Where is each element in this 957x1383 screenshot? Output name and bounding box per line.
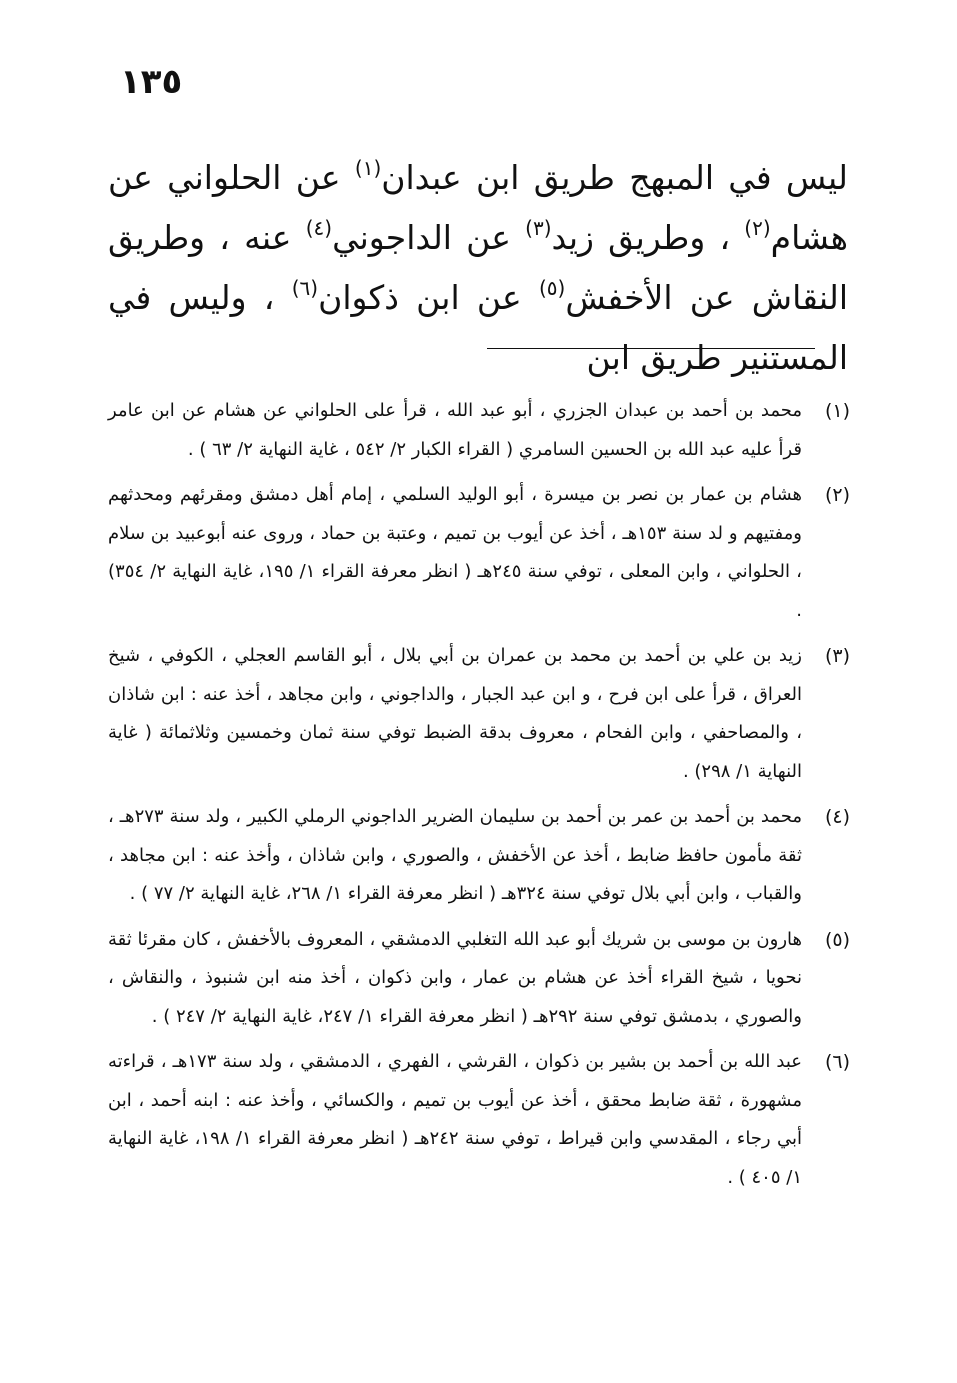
footnotes-section (108, 392, 850, 1204)
footnote-text: هشام بن عمار بن نصر بن ميسرة ، أبو الوليد السلمي ، إمام أهل دمشق ومقرئهم ومحدثهم ومفتيهم و لد سنة ١٥٣هـ ، أخذ عن أيوب بن تميم ، وعتبة بن حماد ، وروى عنه أبوعبيد بن سلام ، الحلواني ، وابن المعلى ، توفي سنة ٢٤٥هـ ( انظر معرفة القراء ١/ ١٩٥، غاية النهاية ٢/ ٣٥٤) . (108, 484, 802, 621)
main-text-paragraph (108, 148, 848, 388)
footnote-marker[interactable]: (٦) (291, 276, 319, 300)
main-text-segment: عن الحلواني عن هشام (108, 158, 848, 257)
footnote-text: زيد بن علي بن أحمد بن محمد بن عمران بن أبي بلال ، أبو القاسم العجلي ، الكوفي ، شيخ العراق ، قرأ على ابن فرح ، و ابن عبد الجبار ، والداجوني ، وابن مجاهد ، أخذ عنه : ابن شاذان ، والمصاحفي ، وابن الفحام ، معروف بدقة الضبط توفي سنة ثمان وخمسين وثلاثمائة ( غاية النهاية ١/ ٢٩٨) . (108, 645, 802, 782)
footnote-marker[interactable]: (٥) (538, 276, 566, 300)
footnote-1 (108, 392, 850, 469)
footnote-marker[interactable]: (٢) (744, 216, 771, 240)
footnote-text: عبد الله بن أحمد بن بشير بن ذكوان ، القرشي ، الفهري ، الدمشقي ، ولد سنة ١٧٣هـ ، قراءته مشهورة ، ثقة ضابط محقق ، أخذ عن أيوب بن تميم ، والكسائي ، وأخذ عنه : ابنه أحمد ، ابن أبي رجاء ، المقدسي وابن قيراط ، توفي سنة ٢٤٢هـ ( انظر معرفة القراء ١/ ١٩٨، غاية النهاية ١/ ٤٠٥ ) . (108, 1051, 803, 1188)
footnote-number: (٢) (824, 484, 850, 506)
footnote-6 (108, 1043, 850, 1197)
main-text-segment: ، وطريق زيد (551, 218, 745, 257)
footnote-number: (١) (824, 400, 850, 422)
footnote-text: هارون بن موسى بن شريك أبو عبد الله التغلبي الدمشقي ، المعروف بالأخفش ، كان مقرئا ثقة نحويا ، شيخ القراء أخذ عن هشام بن عمار ، وابن ذكوان ، أخذ منه ابن شنبوذ ، والنقاش ، والصوري ، بدمشق توفي سنة ٢٩٢هـ ( انظر معرفة القراء ١/ ٢٤٧، غاية النهاية ٢/ ٢٤٧ ) . (108, 928, 802, 1027)
page-number: ١٣٥ (120, 62, 183, 102)
footnote-marker[interactable]: (٤) (305, 216, 333, 240)
main-text-segment: عن الداجوني (332, 218, 526, 257)
footnote-marker[interactable]: (٣) (525, 216, 552, 240)
footnote-marker[interactable]: (١) (354, 156, 382, 180)
footnote-number: (٦) (824, 1051, 850, 1073)
main-text-segment: ، وليس في المستنير طريق ابن (108, 278, 848, 377)
footnote-2 (108, 476, 850, 630)
footnote-number: (٣) (824, 645, 850, 667)
footnote-text: محمد بن أحمد بن عبدان الجزري ، أبو عبد الله ، قرأ على الحلواني عن هشام عن ابن عامر قرأ عليه عبد الله بن الحسين السامري ( القراء الكبار ٢/ ٥٤٢ ، غاية النهاية ٢/ ٦٣ ) . (108, 400, 802, 460)
footnote-4 (108, 798, 850, 914)
footnote-5 (108, 921, 850, 1037)
main-text-segment: عن ابن ذكوان (318, 278, 539, 317)
footnote-3 (108, 637, 850, 791)
main-text-segment: عنه ، وطريق النقاش عن الأخفش (108, 218, 849, 317)
footnote-number: (٤) (824, 806, 850, 828)
footnote-separator (487, 348, 815, 349)
footnote-text: محمد بن أحمد بن عمر بن أحمد بن سليمان الضرير الداجوني الرملي الكبير ، ولد سنة ٢٧٣هـ ، ثقة مأمون حافظ ضابط ، أخذ عن الأخفش ، والصوري ، وابن شاذان ، وأخذ عنه : ابن مجاهد ، والقباب ، وابن أبي بلال توفي سنة ٣٢٤هـ ( انظر معرفة القراء ١/ ٢٦٨، غاية النهاية ٢/ ٧٧ ) . (108, 806, 802, 904)
footnote-number: (٥) (824, 928, 850, 951)
main-text-segment: ليس في المبهج طريق ابن عبدان (381, 158, 848, 197)
